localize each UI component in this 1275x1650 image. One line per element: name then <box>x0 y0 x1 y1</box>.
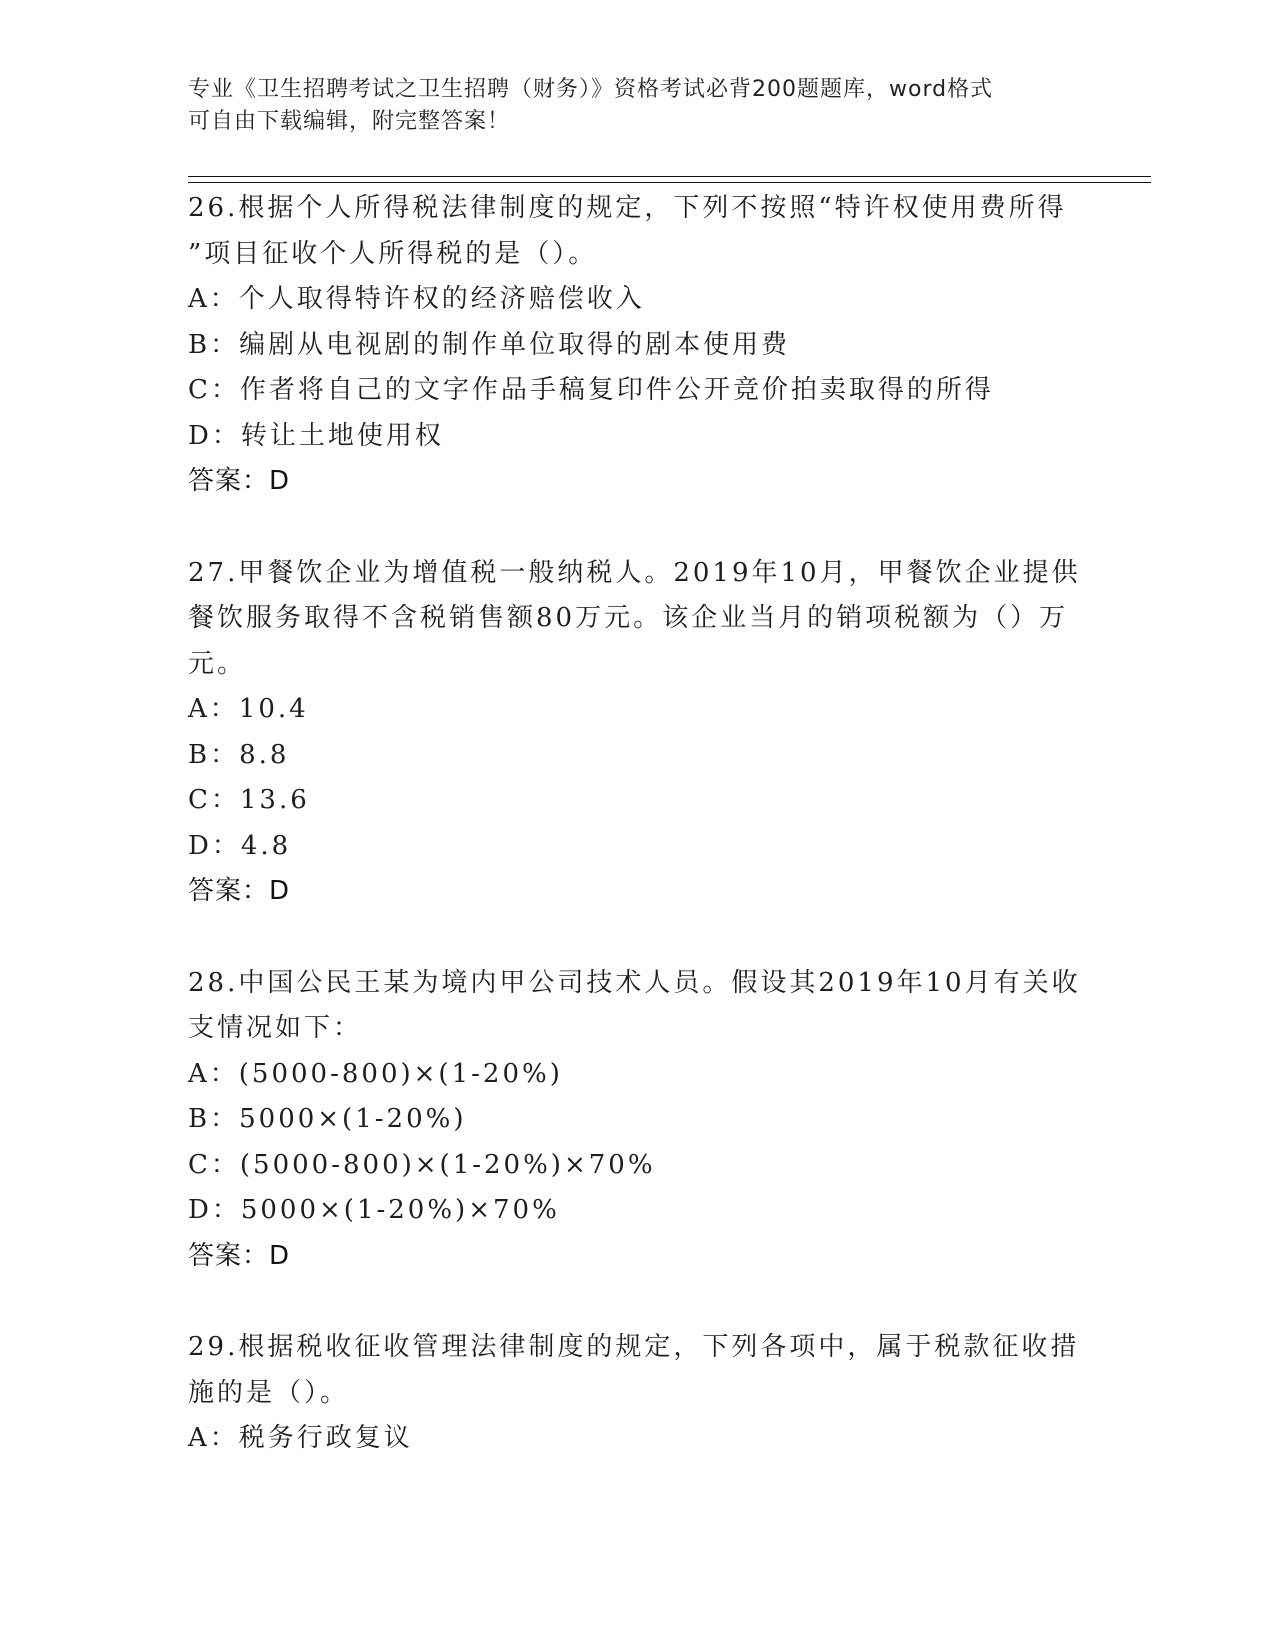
option-b: B：编剧从电视剧的制作单位取得的剧本使用费 <box>188 329 791 360</box>
option-d: D：5000×(1-20%)×70% <box>188 1195 560 1225</box>
option-a: A：(5000-800)×(1-20%) <box>188 1058 563 1089</box>
question-stem: 27.甲餐饮企业为增值税一般纳税人。2019年10月，甲餐饮企业提供 <box>188 557 1081 588</box>
answer: 答案：D <box>188 466 291 496</box>
question-stem: 29.根据税收征收管理法律制度的规定，下列各项中，属于税款征收措 <box>188 1332 1080 1362</box>
option-d: D：4.8 <box>188 830 292 861</box>
question-stem: 餐饮服务取得不含税销售额80万元。该企业当月的销项税额为（）万 <box>188 603 1069 633</box>
option-b: B：5000×(1-20%) <box>188 1104 467 1134</box>
question-stem: 26.根据个人所得税法律制度的规定，下列不按照“特许权使用费所得 <box>188 193 1067 223</box>
question-stem: 28.中国公民王某为境内甲公司技术人员。假设其2019年10月有关收 <box>188 967 1081 998</box>
header-divider-bottom <box>188 182 1151 183</box>
option-c: C：13.6 <box>188 785 310 815</box>
question-29 <box>188 1325 1088 1462</box>
answer: 答案：D <box>188 1240 291 1271</box>
header-divider-top <box>188 176 1151 177</box>
option-a: A：个人取得特许权的经济赔偿收入 <box>188 284 645 314</box>
option-c: C：(5000-800)×(1-20%)×70% <box>188 1149 656 1180</box>
option-c: C：作者将自己的文字作品手稿复印件公开竞价拍卖取得的所得 <box>188 375 994 405</box>
question-stem: ”项目征收个人所得税的是（）。 <box>188 238 598 269</box>
question-stem: 元。 <box>188 648 247 679</box>
question-26 <box>188 186 1088 505</box>
option-a: A：10.4 <box>188 694 309 724</box>
option-a: A：税务行政复议 <box>188 1423 413 1453</box>
document-header <box>188 74 1068 138</box>
question-stem: 支情况如下： <box>188 1013 363 1043</box>
header-line-2: 可自由下载编辑，附完整答案！ <box>188 109 511 134</box>
option-b: B：8.8 <box>188 739 290 770</box>
question-27 <box>188 551 1088 915</box>
option-d: D：转让土地使用权 <box>188 420 444 451</box>
question-list <box>188 186 1088 1462</box>
question-28 <box>188 961 1088 1280</box>
question-stem: 施的是（）。 <box>188 1377 350 1408</box>
answer: 答案：D <box>188 876 291 906</box>
header-line-1: 专业《卫生招聘考试之卫生招聘（财务）》资格考试必背200题题库，word格式 <box>188 77 994 102</box>
